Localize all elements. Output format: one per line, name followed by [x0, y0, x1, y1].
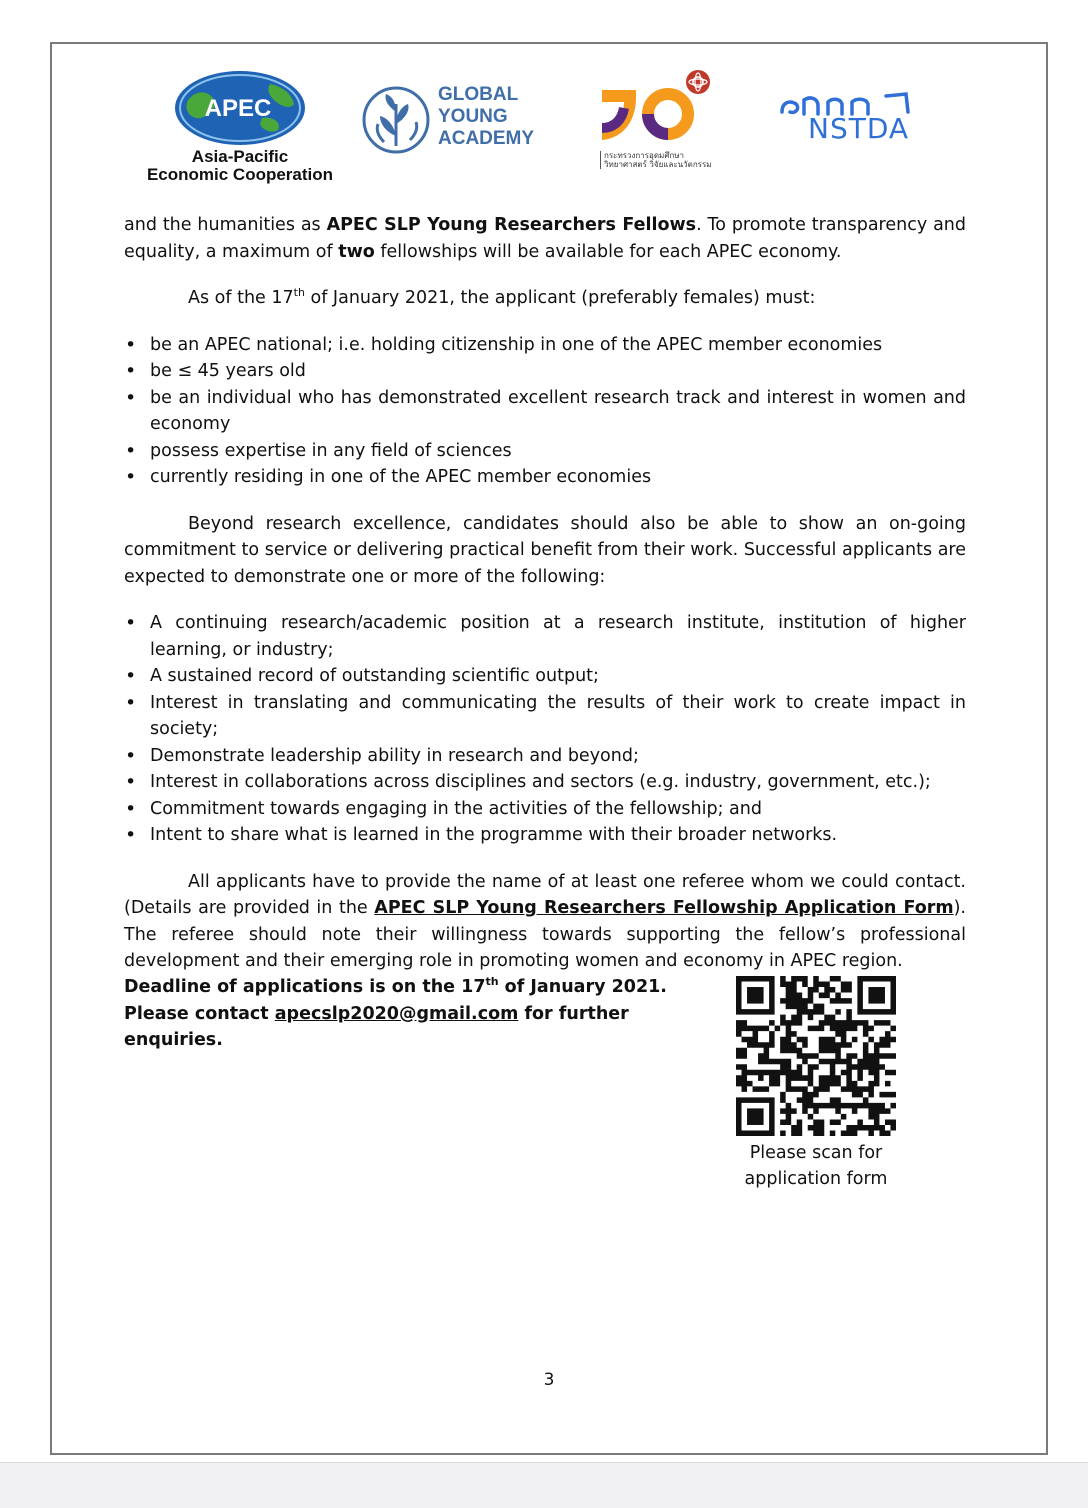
page-number: 3	[543, 1370, 555, 1390]
deadline-block	[124, 974, 724, 1054]
text-run: As of the 17	[188, 288, 294, 308]
qr-code-icon[interactable]	[736, 976, 896, 1136]
list-item: • be ≤ 45 years old	[124, 358, 966, 385]
text-run: of January 2021, the applicant (preferably females) must:	[304, 288, 816, 308]
list-item: • A continuing research/academic position at a research institute, institution of higher learning, or industry;	[124, 610, 966, 663]
viewer-bottom-bar	[0, 1462, 1088, 1508]
text-run: and the humanities as	[124, 215, 327, 235]
list-item: • A sustained record of outstanding scientific output;	[124, 663, 966, 690]
document-page	[50, 42, 1048, 1455]
text-run: of January 2021.	[498, 977, 667, 997]
text-run: All applicants have to provide the name of at least one referee whom we could contact. (Details are provided in the	[124, 871, 966, 918]
nstda-wordmark: NSTDA	[808, 112, 910, 145]
nstda-logo	[774, 90, 944, 150]
qualities-list	[124, 610, 966, 849]
list-item: • be an individual who has demonstrated excellent research track and interest in women and economy	[124, 385, 966, 438]
text-run: . To promote transparency and equality, a maximum of	[124, 215, 967, 262]
mhesi-logo	[596, 68, 726, 178]
list-item: • Interest in translating and communicating the results of their work to create impact in society;	[124, 690, 966, 743]
text-run: for further enquiries.	[124, 1003, 629, 1050]
list-item: • be an APEC national; i.e. holding citizenship in one of the APEC member economies	[124, 332, 966, 359]
email-link[interactable]: apecslp2020@gmail.com	[274, 1003, 519, 1024]
text-run: ). The referee should note their willingness towards supporting the fellow’s professional development and their emerging role in promoting women and economy in APEC region.	[124, 898, 966, 971]
deadline-line	[124, 974, 724, 1001]
apec-globe-icon	[174, 70, 306, 146]
qr-caption-line2: application form	[744, 1169, 888, 1189]
excellence-paragraph: Beyond research excellence, candidates should also be able to show an on-going commitment to service or delivering practical benefit from their work. Successful applicants are expected to demonstrate one or more of the following:	[124, 513, 966, 587]
gya-name-line1: GLOBAL	[438, 84, 519, 105]
ordinal-sup: th	[485, 975, 499, 988]
requirements-list	[124, 332, 966, 491]
text-run: Please contact	[124, 1003, 275, 1024]
text-run: Deadline of applications is on the 17	[124, 977, 486, 997]
list-item: • currently residing in one of the APEC member economies	[124, 464, 966, 491]
text-run: fellowships will be available for each APEC economy.	[374, 241, 842, 262]
apec-logo	[140, 70, 340, 190]
fellows-title-bold: APEC SLP Young Researchers Fellows	[326, 215, 697, 235]
qr-caption-line1: Please scan for	[749, 1143, 883, 1163]
gya-name-line2: YOUNG	[438, 106, 508, 127]
qr-caption	[716, 1140, 916, 1192]
application-form-link[interactable]: APEC SLP Young Researchers Fellowship Application Form	[374, 898, 954, 918]
gya-leaves-icon	[362, 84, 432, 156]
list-item: • Interest in collaborations across disciplines and sectors (e.g. industry, government, etc.);	[124, 769, 966, 796]
list-item: • Intent to share what is learned in the programme with their broader networks.	[124, 822, 966, 849]
mhesi-symbol-icon	[596, 68, 726, 148]
list-item: • Demonstrate leadership ability in research and beyond;	[124, 743, 966, 770]
logo-header	[52, 44, 1046, 194]
eligibility-intro	[124, 285, 966, 312]
apec-caption-line1: Asia-Pacific	[191, 147, 289, 166]
referee-paragraph	[124, 869, 966, 975]
apec-mark: APEC	[204, 95, 272, 122]
mhesi-thai-line2: วิทยาศาสตร์ วิจัยและนวัตกรรม	[604, 160, 712, 169]
contact-line	[124, 1001, 724, 1054]
qr-code-graphic	[736, 976, 896, 1136]
apec-caption-line2: Economic Cooperation	[146, 165, 334, 184]
list-item: • Commitment towards engaging in the activities of the fellowship; and	[124, 796, 966, 823]
gya-logo	[362, 84, 552, 159]
list-item: • possess expertise in any field of sciences	[124, 438, 966, 465]
document-body	[124, 212, 966, 975]
gya-name-line3: ACADEMY	[438, 128, 535, 149]
two-bold: two	[338, 241, 375, 262]
mhesi-thai-line1: กระทรวงการอุดมศึกษา	[604, 151, 684, 160]
fellows-paragraph	[124, 212, 966, 265]
ordinal-sup: th	[293, 286, 305, 299]
